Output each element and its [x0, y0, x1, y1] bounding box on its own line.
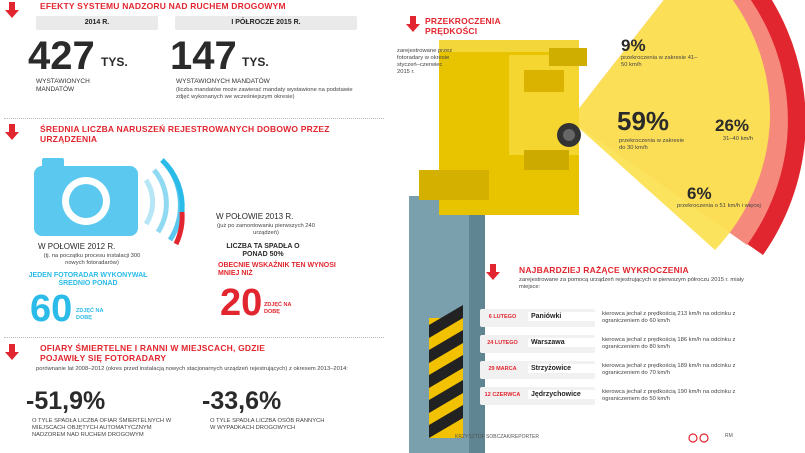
- year-2015-pill: I PÓŁROCZE 2015 R.: [175, 16, 357, 30]
- violations-arrow-icon: [485, 264, 501, 285]
- y2012-heading: W POŁOWIE 2012 R.: [38, 242, 116, 251]
- y2013-unit: ZDJĘĆ NA DOBĘ: [264, 302, 292, 315]
- tickets-2014-number: 427: [28, 34, 95, 78]
- list-item: [480, 358, 805, 384]
- right-panel: [395, 0, 805, 453]
- y2013-highlight: OBECNIE WSKAŹNIK TEN WYNOSI MNIEJ NIŻ: [218, 262, 336, 277]
- violation-desc: kierowca jechał z prędkością 186 km/h na odcinku z ograniczeniem do 80 km/h: [602, 337, 736, 350]
- injuries-value: -33,6%: [202, 387, 282, 415]
- violation-place: Strzyżowice: [528, 364, 595, 373]
- fatalities-value: -51,9%: [26, 387, 106, 415]
- violation-date: 12 CZERWCA: [484, 392, 521, 398]
- list-item: [480, 332, 805, 358]
- speed-title: PRZEKROCZENIA PRĘDKOŚCI: [425, 16, 501, 36]
- speed-note: zarejestrowane przez fotoradary w okresie styczeń–czerwiec 2015 r.: [397, 48, 453, 75]
- section1-arrow-icon: [4, 2, 20, 23]
- seg-6-label: przekroczenia o 51 km/h i więcej: [677, 203, 761, 209]
- section1-title: EFEKTY SYSTEMU NADZORU NAD RUCHEM DROGOWYM: [40, 1, 286, 11]
- tickets-2014-unit: TYS.: [101, 55, 128, 69]
- y2012-unit: ZDJĘĆ NA DOBĘ: [76, 308, 104, 321]
- y2013-heading: W POŁOWIE 2013 R.: [216, 212, 294, 221]
- seg-9-label: przekroczenia w zakresie 41–50 km/h: [621, 55, 698, 68]
- copyright-icon: [688, 430, 710, 448]
- violation-desc: kierowca jechał z prędkością 189 km/h na odcinku z ograniczeniem do 70 km/h: [602, 363, 736, 376]
- seg-26-value: 26%: [715, 116, 750, 135]
- tickets-2015-number: 147: [170, 34, 237, 78]
- violations-intro: zarejestrowane za pomocą urządzeń rejestrujących w pierwszym półroczu 2015 r. miały miejsce:: [519, 277, 744, 290]
- section3-arrow-icon: [4, 344, 20, 365]
- violation-date: 29 MARCA: [488, 366, 517, 372]
- y2012-note: (tj. na początku procesu instalacji 300 nowych fotoradarów): [43, 253, 141, 266]
- seg-26-label: 31–40 km/h: [722, 136, 754, 142]
- list-item: [480, 384, 805, 410]
- author-initials: RM: [725, 433, 733, 439]
- violation-desc: kierowca jechał z prędkością 190 km/h na odcinku z ograniczeniem do 50 km/h: [602, 389, 736, 402]
- section3-title: OFIARY ŚMIERTELNE I RANNI W MIEJSCACH, GDZIE POJAWIŁY SIĘ FOTORADARY: [40, 343, 266, 363]
- violation-desc: kierowca jechał z prędkością 213 km/h na odcinku z ograniczeniem do 60 km/h: [602, 311, 736, 324]
- y2012-number: 60: [30, 288, 73, 330]
- year-2014-pill: 2014 R.: [36, 16, 158, 30]
- fatalities-label: O TYLE SPADŁA LICZBA OFIAR ŚMIERTELNYCH W MIEJSCACH OBJĘTYCH AUTOMATYCZNYM NADZOREM NAD RUCHEM DROGOWYM: [32, 418, 172, 438]
- tickets-2015-unit: TYS.: [242, 55, 269, 69]
- y2012-highlight: JEDEN FOTORADAR WYKONYWAŁ ŚREDNIO PONAD: [28, 272, 148, 287]
- injuries-label: O TYLE SPADŁA LICZBA OSÓB RANNYCH W WYPADKACH DROGOWYCH: [210, 418, 325, 431]
- violations-title: NAJBARDZIEJ RAŻĄCE WYKROCZENIA: [519, 265, 689, 275]
- speed-arrow-icon: [405, 16, 421, 37]
- y2013-drop: LICZBA TA SPADŁA O PONAD 50%: [226, 243, 300, 258]
- violations-list: [480, 306, 805, 410]
- violation-place: Paniówki: [528, 312, 595, 321]
- section3-intro: porównanie lat 2008–2012 (okres przed instalacją nowych stacjonarnych urządzeń rejestrujących) z okresem 2013–2014:: [36, 366, 348, 372]
- tickets-2015-note: (liczba mandatów może zawierać mandaty wystawione na podstawie zdjęć wykonanych we wcześniejszym okresie): [176, 87, 353, 100]
- section2-arrow-icon: [4, 124, 20, 145]
- divider: [4, 337, 384, 338]
- divider: [4, 118, 384, 119]
- seg-6-value: 6%: [687, 184, 712, 203]
- tickets-2014-label: WYSTAWIONYCH MANDATÓW: [36, 78, 90, 93]
- seg-9-value: 9%: [621, 36, 646, 55]
- list-item: [480, 306, 805, 332]
- y2013-note: (już po zamontowaniu pierwszych 240 urządzeń): [217, 223, 315, 236]
- violation-date: 24 LUTEGO: [487, 340, 518, 346]
- left-panel: [0, 0, 395, 453]
- section2-title: ŚREDNIA LICZBA NARUSZEŃ REJESTROWANYCH DOBOWO PRZEZ URZĄDZENIA: [40, 124, 330, 144]
- photo-credit: KRZYSZTOF SOBCZAK/REPORTER: [455, 434, 539, 440]
- violation-place: Jędrzychowice: [528, 390, 595, 399]
- seg-59-value: 59%: [617, 106, 670, 136]
- violation-place: Warszawa: [528, 338, 595, 347]
- seg-59-label: przekroczenia w zakresie do 30 km/h: [619, 138, 685, 151]
- tickets-2015-label: WYSTAWIONYCH MANDATÓW: [176, 78, 270, 85]
- y2013-number: 20: [220, 282, 263, 324]
- violation-date: 6 LUTEGO: [488, 314, 517, 320]
